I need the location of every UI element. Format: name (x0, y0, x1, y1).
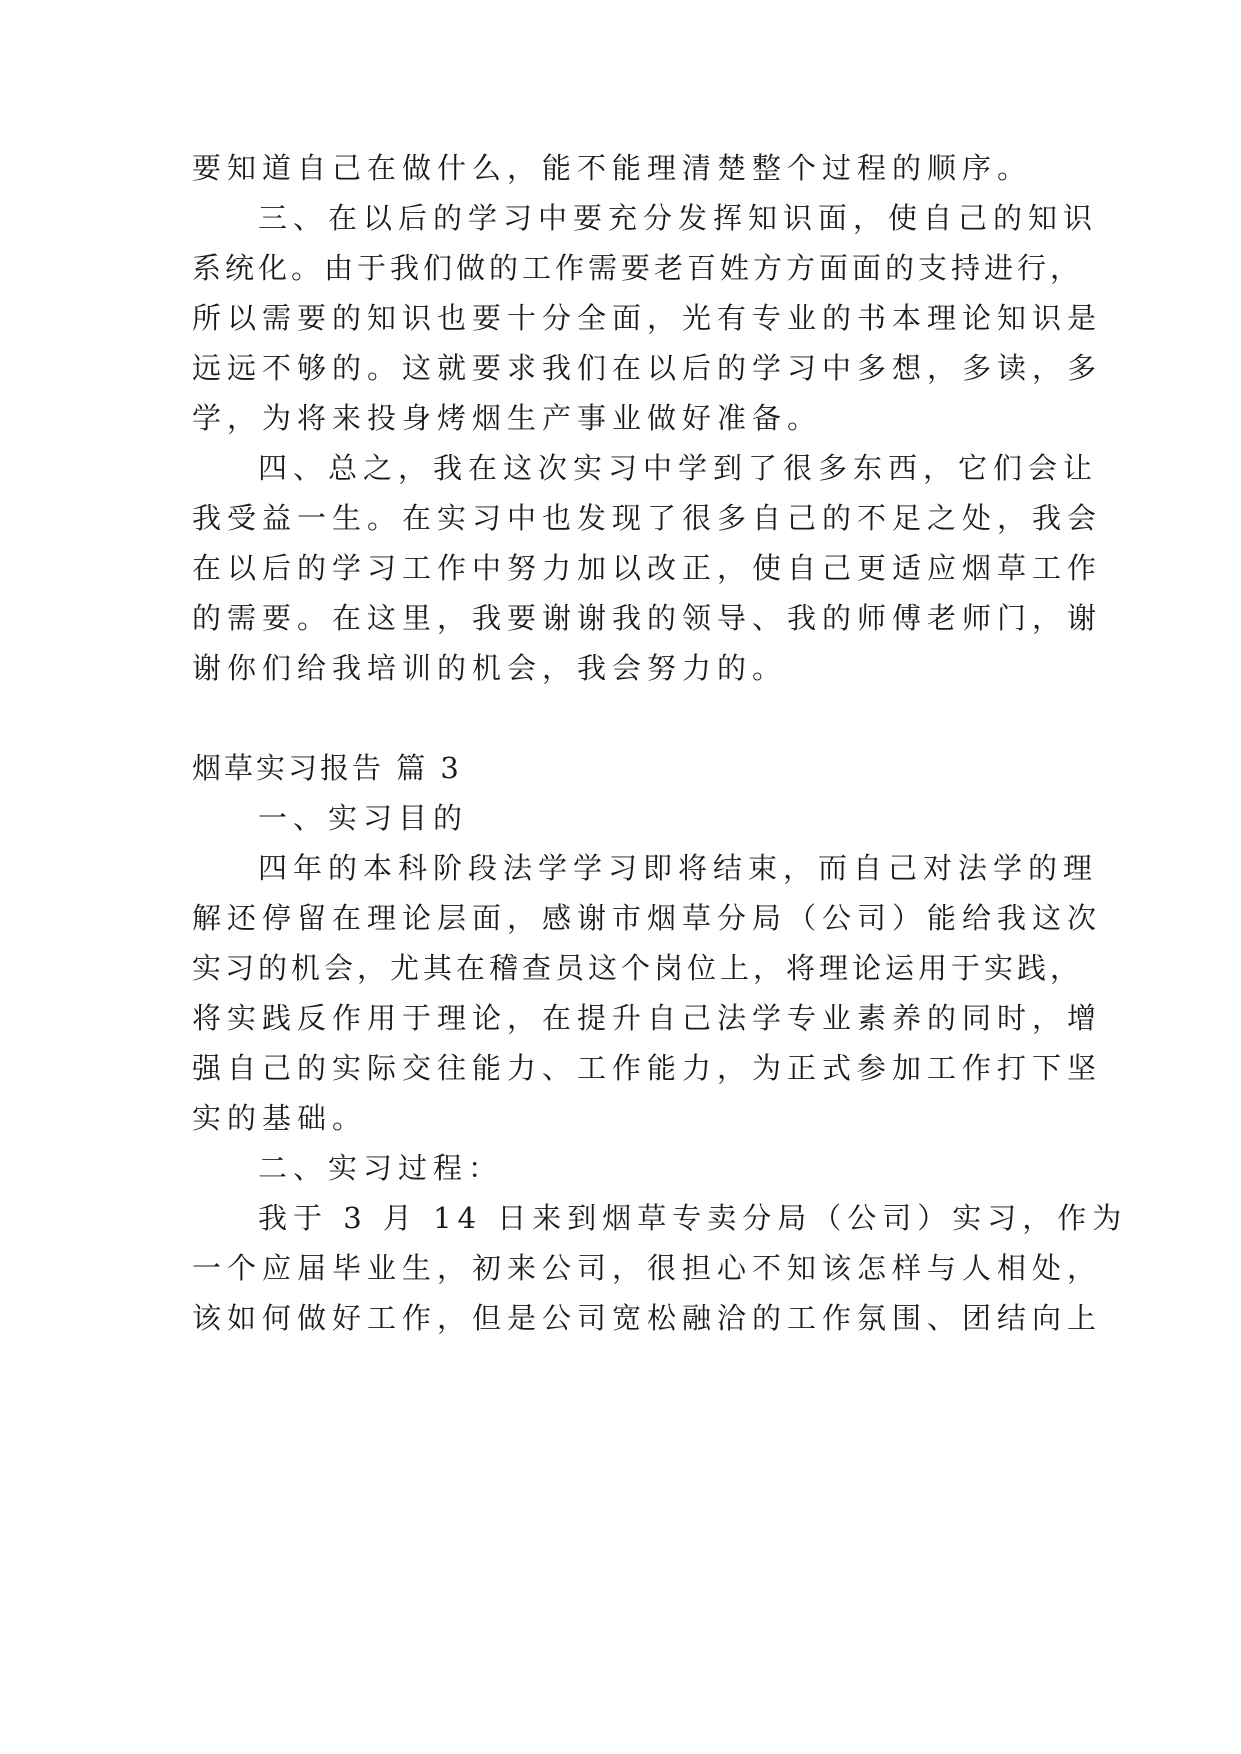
text-line: 四年的本科阶段法学学习即将结束，而自己对法学的理 (258, 851, 1099, 885)
text-line: 我受益一生。在实习中也发现了很多自己的不足之处，我会 (192, 501, 1103, 535)
text-line: 学，为将来投身烤烟生产事业做好准备。 (192, 401, 823, 435)
text-line: 的需要。在这里，我要谢谢我的领导、我的师傅老师门，谢 (192, 601, 1103, 635)
text-line: 我于 3 月 14 日来到烟草专卖分局（公司）实习，作为 (258, 1201, 1128, 1235)
text-line: 该如何做好工作，但是公司宽松融洽的工作氛围、团结向上 (192, 1301, 1103, 1335)
text-line: 实的基础。 (192, 1101, 368, 1135)
text-line: 将实践反作用于理论，在提升自己法学专业素养的同时，增 (192, 1001, 1103, 1035)
text-line: 实习的机会，尤其在稽查员这个岗位上，将理论运用于实践， (192, 951, 1084, 985)
text-line: 强自己的实际交往能力、工作能力，为正式参加工作打下坚 (192, 1051, 1103, 1085)
text-line: 远远不够的。这就要求我们在以后的学习中多想，多读，多 (192, 351, 1103, 385)
text-line: 系统化。由于我们做的工作需要老百姓方方面面的支持进行， (192, 251, 1084, 285)
text-line: 谢你们给我培训的机会，我会努力的。 (192, 651, 788, 685)
text-line: 在以后的学习工作中努力加以改正，使自己更适应烟草工作 (192, 551, 1103, 585)
text-line: 一个应届毕业生，初来公司，很担心不知该怎样与人相处， (192, 1251, 1103, 1285)
section-title: 烟草实习报告 篇 3 (192, 751, 462, 785)
text-line: 四、总之，我在这次实习中学到了很多东西，它们会让 (258, 451, 1099, 485)
text-line: 要知道自己在做什么，能不能理清楚整个过程的顺序。 (192, 151, 1033, 185)
text-line: 解还停留在理论层面，感谢市烟草分局（公司）能给我这次 (192, 901, 1103, 935)
text-line: 所以需要的知识也要十分全面，光有专业的书本理论知识是 (192, 301, 1103, 335)
section-heading: 一、实习目的 (258, 801, 469, 835)
text-line: 三、在以后的学习中要充分发挥知识面，使自己的知识 (258, 201, 1099, 235)
section-heading: 二、实习过程： (258, 1151, 504, 1185)
